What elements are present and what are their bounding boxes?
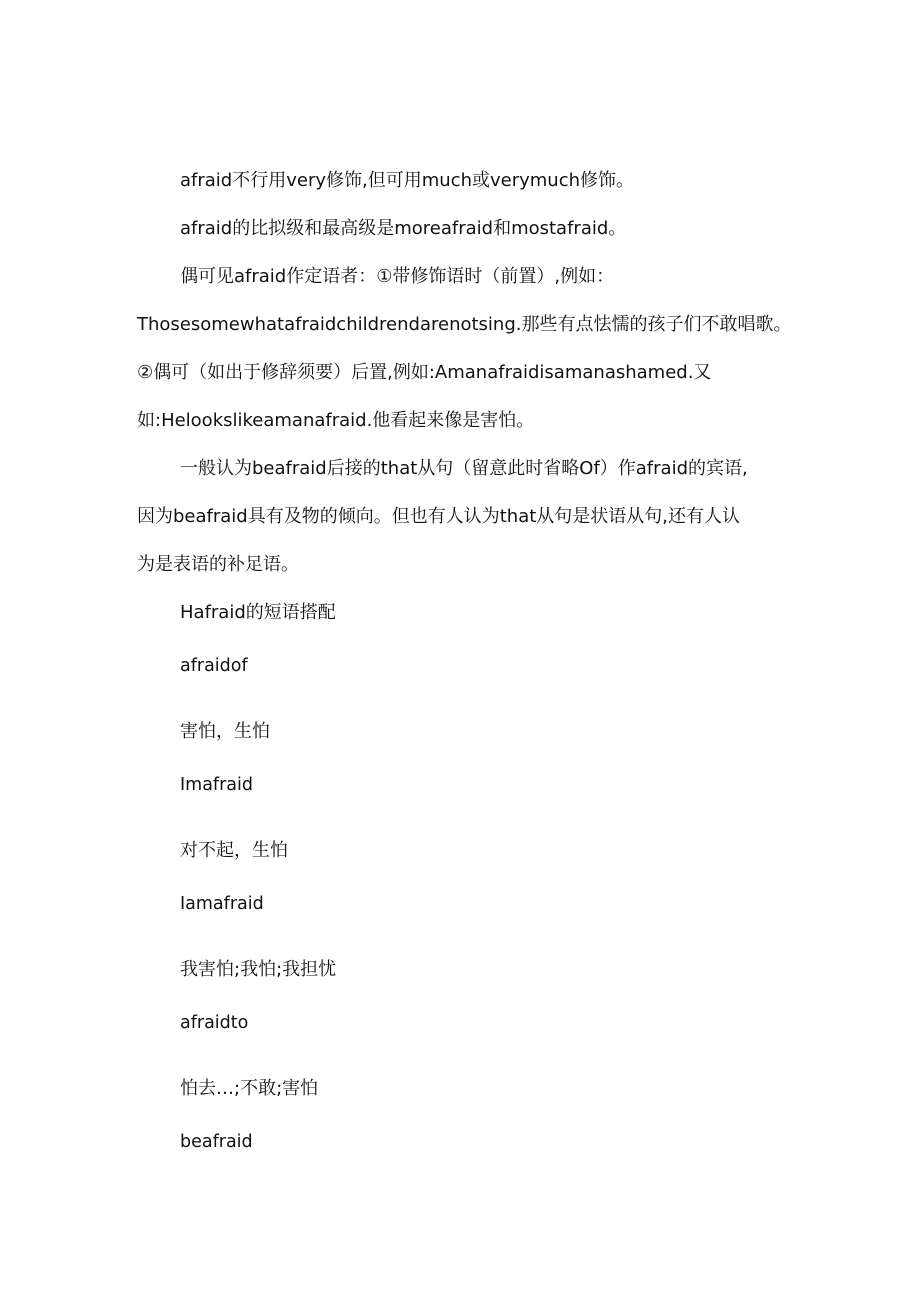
- paragraph-5: ②偶可（如出于修辞须要）后置,例如:Amanafraidisamanashamed.又: [137, 362, 712, 383]
- phrase-term: afraidto: [180, 1013, 249, 1033]
- phrase-meaning: 害怕，生怕: [180, 721, 270, 742]
- phrase-meaning: 怕去…;不敢;害怕: [180, 1078, 319, 1099]
- paragraph-6: 如:Helookslikeamanafraid.他看起来像是害怕。: [137, 410, 535, 431]
- paragraph-7: 一般认为beafraid后接的that从句（留意此时省略Of）作afraid的宾语,: [180, 458, 748, 479]
- paragraph-3: 偶可见afraid作定语者：①带修饰语时（前置）,例如：: [180, 266, 615, 287]
- phrase-meaning: 我害怕;我怕;我担忧: [180, 959, 337, 980]
- section-heading: Hafraid的短语搭配: [180, 602, 336, 623]
- paragraph-8: 因为beafraid具有及物的倾向。但也有人认为that从句是状语从句,还有人认: [137, 506, 740, 527]
- paragraph-1: afraid不行用very修饰,但可用much或verymuch修饰。: [180, 170, 634, 191]
- phrase-term: afraidof: [180, 656, 248, 676]
- paragraph-2: afraid的比拟级和最高级是moreafraid和mostafraid。: [180, 218, 627, 239]
- phrase-term: Imafraid: [180, 775, 253, 795]
- phrase-term: Iamafraid: [180, 894, 264, 914]
- paragraph-4: Thosesomewhatafraidchildrendarenotsing.那些有点怯懦的孩子们不敢唱歌。: [137, 314, 792, 335]
- paragraph-9: 为是表语的补足语。: [137, 554, 299, 575]
- phrase-meaning: 对不起，生怕: [180, 840, 288, 861]
- phrase-term: beafraid: [180, 1132, 253, 1152]
